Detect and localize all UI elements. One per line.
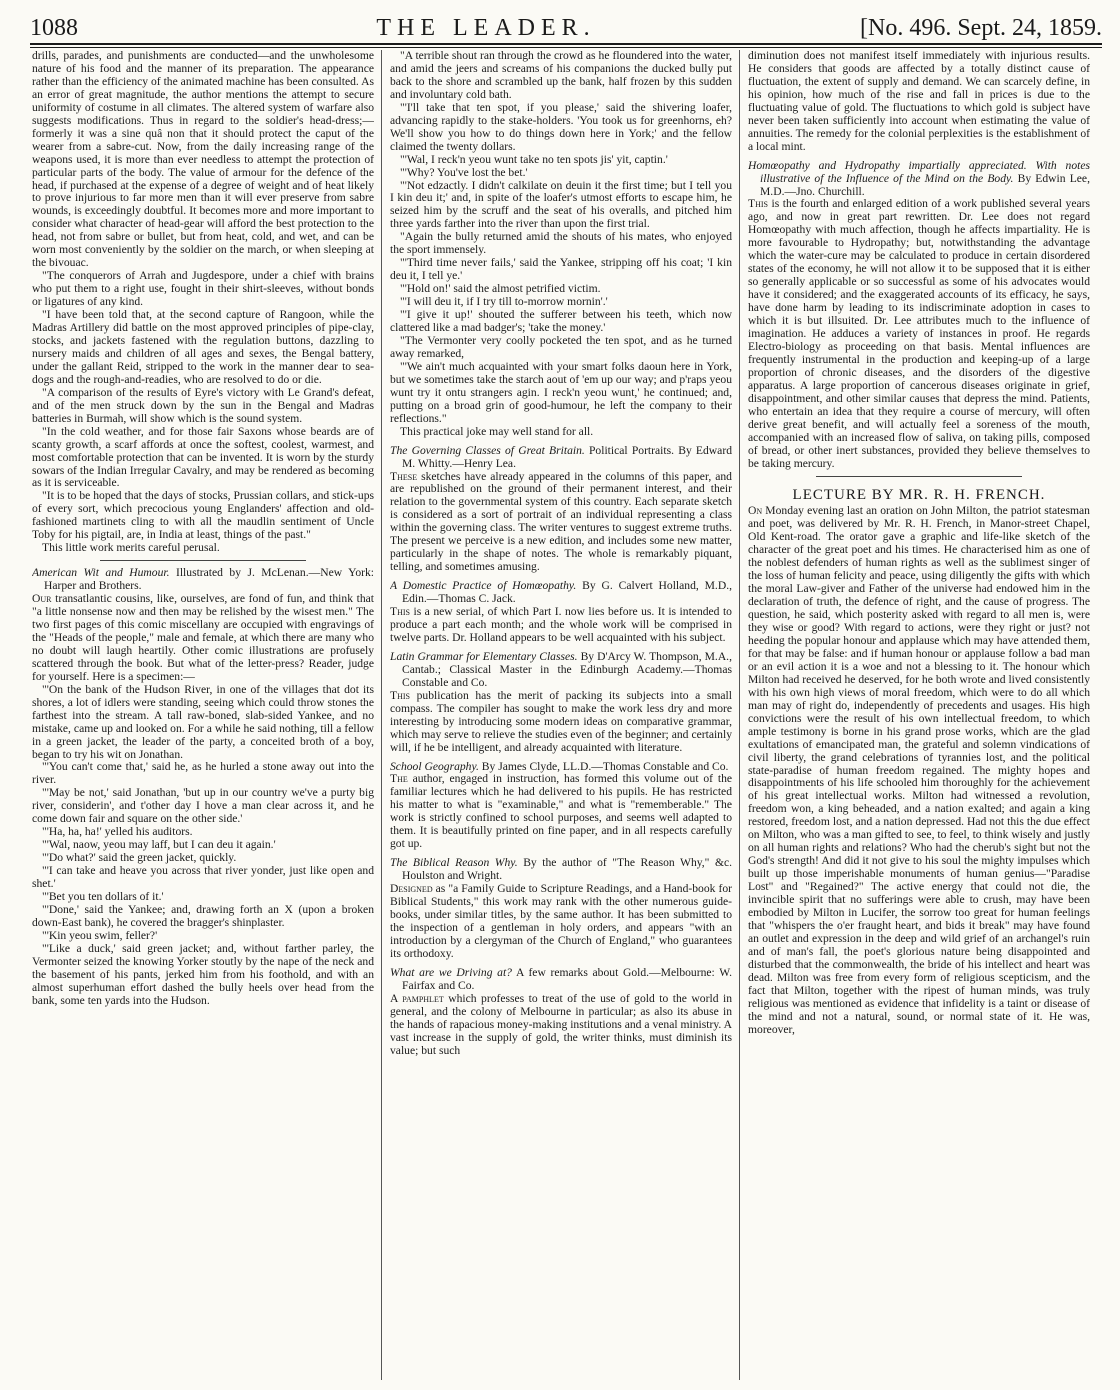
quote-paragraph: "'I'll take that ten spot, if you please,' said the shivering loafer, advancing rapidly to the stake-holders. 'You took us for greenhorns, eh? We'll show you how to do things down here in York;' and the fellow claimed the twenty dollars. (390, 100, 732, 153)
quote-paragraph: "'Done,' said the Yankee; and, drawing forth an X (upon a broken down-East bank), he covered the bragger's shinplaster. (32, 902, 374, 929)
review-body (390, 606, 732, 645)
paragraph: diminution does not manifest itself immediately with injurious results. He considers that goods are affected by a totally distinct cause of fluctuation, the extent of supply and demand. We can scarcely define, in his opinion, how much of the rise and fall in prices is due to the fluctuating value of gold. The fluctuations to which gold is subject have never been taken sufficiently into account when estimating the value of annuities. The remedy for the colonial perplexities is the establishment of a local mint. (748, 50, 1090, 153)
book-title: School Geography. (390, 759, 479, 773)
article-text: Monday evening last an oration on John Milton, the patriot statesman and poet, was delivered by Mr. R. H. French, in Manor-street Chapel, Old Kent-road. The orator gave a graphic and life-like sketch of the character of the great poet and his times. He characterised him as one of the noblest defenders of human rights as well as the sublimest singer of the loss of human felicity and peace, using diligently the gifts with which the moral Law-giver and Father of the universe had endowed him in the declaration of truth, the defence of right, and the cause of progress. The question, he said, which posterity asked with regard to all men is, were they wise or good? With regard to actions, were they right or just? not heeding the popular honour and applause which may have attended them, for that may be false: and if human honour or applause follow a bad man or an evil action it is a woe and not a blessing to it. The honour which Milton had received he deserved, for he both wrote and lived consistently with his own high views of moral freedom, which were to do all which man may of right do, independently of precedents and usages. His high convictions were the result of his own intellectual freedom, to which ample testimony is borne in his grand prose works, which are the glad exultations of emancipated man, the grateful and solemn vindications of civil liberty, the grand celebrations of tyrannies lost, and the political state-paradise of human freedom regained. The mighty hopes and disappointments of his life schooled him thoroughly for the achievement of his great intellectual works. Milton had witnessed a revolution, freedom won, a king beheaded, and a nation exalted; and again a king restored, freedom lost, and a nation depressed. Had not this the due effect on Milton, who was a man gifted to see, to feel, to think wisely and justly on all human rights and relations? Who had the cherub's sight but not the God's strength! And did it not give to his soul the mighty impulses which built up those imperishable monuments of human genius—"Paradise Lost" and "Regained?" The active energy that could not die, the invincible spirit that no sufferings were able to crush, may have been embodied by Milton in Lucifer, the sorrow too great for human feelings that "whispers the o'er fraught heart, and bids it break" may have found an outlet and expression in the deep and wild grief of an archangel's ruin and of man's fall, the poet's glorious nature being disappointed and disturbed that the commonwealth, the bride of his intellect and heart was dead. Milton was free from every form of religious scepticism, and the fact that Milton, together with the ripest of human minds, was truly religious was mentioned as evidence that infidelity is a taint or disease of the mind and not a natural, sound, or normal state of it. He was, moreover, (748, 504, 1090, 1036)
quote-paragraph: "'Third time never fails,' said the Yankee, stripping off his coat; 'I kin deu it, I tell ye.' (390, 256, 732, 283)
review-text: transatlantic cousins, like, ourselves, are fond of fun, and think that "a little nonsense now and then may be relished by the wisest men." The two first pages of this comic miscellany are occupied with engravings of the "Heads of the people," male and female, at which there are many who no doubt will laugh heartily. Other comic illustrations are profusely scattered through the book. But what of the letter-press? Reader, judge for yourself. Here is a specimen:— (32, 592, 374, 683)
quote-paragraph: "Again the bully returned amid the shouts of his mates, who enjoyed the sport immensely. (390, 230, 732, 257)
issue-dateline: [No. 496. Sept. 24, 1859. (860, 15, 1102, 41)
column-3 (748, 50, 1090, 1380)
review-entry (390, 580, 732, 645)
book-title: American Wit and Humour. (32, 566, 170, 580)
quote-paragraph: "'You can't come that,' said he, as he hurled a stone away out into the river. (32, 760, 374, 787)
lead-word: This (748, 197, 768, 211)
column-divider (739, 50, 740, 1380)
book-title: Latin Grammar for Elementary Classes. (390, 649, 578, 663)
quote-paragraph: "It is to be hoped that the days of stocks, Prussian collars, and stick-ups of every sort, which precocious young Englanders' affection and old-fashioned martinets cling to with all the maudlin sentiment of Uncle Toby for his pigtail, are, in India at least, things of the past." (32, 489, 374, 542)
review-entry (390, 967, 732, 1058)
quote-paragraph: "'Wal, naow, yeou may laff, but I can deu it again.' (42, 838, 276, 852)
review-text: is the fourth and enlarged edition of a work published several years ago, and now in great part rewritten. Dr. Lee does not regard Homœopathy with much affection, though he affects impartiality. He is more favourable to Hydropathy; but, notwithstanding the advantage which the water-cure may be calculated to produce in certain disordered states of the economy, he will not allow it to be supposed that it is either so generally applicable or so successful as some of his advocates would have it considered; and the exaggerated accounts of its efficacy, he says, have done harm by leading to its indiscriminate adoption in cases to which it is but illsuited. Dr. Lee attributes much to the influence of imagination. He adduces a variety of instances in proof. He regards Electro-biology as proceeding on that basis. Mental influences are frequently instrumental in the production and keeping-up of a large proportion of chronic diseases, and the disorders of the digestive apparatus. A large proportion of cancerous diseases originate in grief, disappointment, and other similar causes that depress the mind. Patients, who entertain an idea that they require a course of mercury, will often derive great benefit, and will actually feel a soreness of the mouth, accompanied with an increased flow of saliva, on taking pills, composed of bread, or other inert substances, provided they believe themselves to be taking mercury. (748, 197, 1090, 470)
quote-paragraph: "'Wal, I reck'n yeou wunt take no ten spots jis' yit, captin.' (400, 152, 668, 166)
quote-paragraph: "'Hold on!' said the almost petrified victim. (400, 282, 601, 296)
article-body (748, 505, 1090, 1036)
quote-paragraph: "'Like a duck,' said green jacket; and, without farther parley, the Vermonter seized the knowing Yorker stoutly by the nape of the neck and the basement of his pants, jerked him from his foothold, and with an almost superhuman effort dashed the bully heels over head from the bank, some ten yards into the Hudson. (32, 941, 374, 1007)
book-title: A Domestic Practice of Homœopathy. (390, 579, 577, 593)
review-body (390, 773, 732, 851)
review-body (390, 993, 732, 1058)
review-text: is a new serial, of which Part I. now lies before us. It is intended to produce a part each month; and the whole work will be comprised in twelve parts. Dr. Holland appears to be well acquainted with his subject. (390, 605, 732, 644)
book-title: The Biblical Reason Why. (390, 856, 518, 870)
book-title: What are we Driving at? (390, 965, 512, 979)
quote-paragraph: "'I give it up!' shouted the sufferer between his teeth, which now clattered like a mad badger's; 'take the money.' (390, 308, 732, 335)
quote-paragraph: "A comparison of the results of Eyre's victory with Le Grand's defeat, and of the men struck down by the sun in the Bengal and Madras batteries in Burmah, will show which is the sound system. (32, 385, 374, 425)
column-divider (381, 50, 382, 1380)
quote-paragraph: "'Why? You've lost the bet.' (400, 165, 528, 179)
review-body (748, 198, 1090, 470)
lead-word: Our (32, 592, 52, 606)
book-publisher: By the author of "The Reason Why," &c. Houlston and Wright. (402, 856, 732, 883)
book-title: Homœopathy and Hydropathy impartially appreciated. With notes illustrative of the Influence of the Mind on the Body. (748, 158, 1090, 185)
review-citation (32, 567, 374, 593)
lead-word: Designed (390, 882, 433, 896)
review-body (390, 883, 732, 961)
review-citation (390, 580, 732, 606)
section-rule (100, 560, 305, 561)
review-entry (32, 567, 374, 684)
review-text: publication has the merit of packing its subjects into a small compass. The compiler has sought to make the work less dry and more interesting by introducing some modern ideas on comparative grammar, which may serve to relieve the studies even of the beginner; and certainly will, if he be intelligent, and already acquainted with literature. (390, 688, 732, 754)
review-citation (390, 857, 732, 883)
page-number: 1088 (30, 15, 78, 41)
quote-paragraph: "'Do what?' said the green jacket, quickly. (42, 851, 237, 865)
quote-paragraph: "'We ain't much acquainted with your smart folks daoun here in York, but we sometimes take the starch aout of 'em up our way; and p'raps yeou wunt try it ontu strangers agin. I reck'n yeou wunt,' he continued; and, putting on a broad grin of good-humour, he left the company to their reflections." (390, 359, 732, 425)
review-text: as "a Family Guide to Scripture Readings, and a Hand-book for Biblical Students," this work may rank with the other numerous guide-books, under similar titles, by the same author. It has been submitted to the inspection of a gentleman in holy orders, and appears "with an introduction by a clergyman of the Church of England," who guarantees its orthodoxy. (390, 882, 732, 960)
header-rule (30, 43, 1102, 45)
review-citation (390, 651, 732, 690)
review-citation (748, 160, 1090, 199)
review-text: sketches have already appeared in the columns of this paper, and are republished on the ground of their permanent interest, and their relation to the governmental system of this country. Each separate sketch is considered as a sort of portrait of an individual representing a class within the governing class. The writer ventures to suggest extreme truths. The present we perceive is a new edition, and includes some new matter, particularly in the shape of notes. The whole is remarkably piquant, telling, and sometimes amusing. (390, 469, 732, 574)
lead-word: This (390, 605, 410, 619)
quote-paragraph: "I have been told that, at the second capture of Rangoon, while the Madras Artillery did battle on the most approved principles of pipe-clay, stocks, and jackets fastened with the regulation buttons, dazzling to nursery maids and children of all ages and sexes, the Bengal battery, under the gallant Reid, stripped to the work in the manner dear to sea-dogs and the rough-and-readies, who are resolved to do or die. (32, 308, 374, 386)
quote-paragraph: "'Not edzactly. I didn't calkilate on deuin it the first time; but I tell you I kin deu it;' and, in spite of the loafer's utmost efforts to escape him, he seized him by the scruff and the seat of his overalls, and pitched him three yards farther into the river than upon the first trial. (390, 178, 732, 231)
quote-paragraph: "'Bet you ten dollars of it.' (42, 890, 164, 903)
book-publisher: Illustrated by J. McLenan.—New York: Harper and Brothers. (44, 566, 374, 593)
quote-paragraph: "In the cold weather, and for those fair Saxons whose beards are of scanty growth, a scarf affords at once the softest, coolest, warmest, and most comfortable protection that can be invented. It is worn by the sturdy sowars of the Indian Irregular Cavalry, and may be rendered as becoming as it is serviceable. (32, 424, 374, 490)
lead-word: This (390, 688, 410, 702)
quote-paragraph: "'On the bank of the Hudson River, in one of the villages that dot its shores, a lot of idlers were standing, seeing which could throw stones the farthest into the stream. A tall raw-boned, slab-sided Yankee, and no mistake, came up and looked on. For a while he said nothing, till a fellow in a green jacket, the leader of the party, a conceited broth of a boy, began to try his wit on Jonathan. (32, 682, 374, 761)
lead-word: The (390, 772, 408, 786)
newspaper-title: THE LEADER. (376, 15, 596, 41)
review-text: author, engaged in instruction, has formed this volume out of the familiar lectures which he had delivered to his pupils. He has restricted his matter to what is "examinable," and what is "rememberable." The work is strictly confined to school purposes, and seems well adapted to them. It is beautifully printed on fine paper, and in all respects carefully got up. (390, 772, 732, 851)
quote-paragraph: "'Kin yeou swim, feller?' (42, 928, 158, 942)
book-publisher: A few remarks about Gold.—Melbourne: W. Fairfax and Co. (402, 965, 732, 992)
header-rule-thin (30, 47, 1102, 48)
paragraph: This practical joke may well stand for all. (400, 424, 594, 438)
review-entry (748, 160, 1090, 471)
quote-paragraph: "The conquerors of Arrah and Jugdespore, under a chief with brains who put them to a right use, fought in their shirt-sleeves, without bonds or ligatures of any kind. (32, 269, 374, 309)
review-entry (390, 857, 732, 961)
article-heading: LECTURE BY MR. R. H. FRENCH. (792, 486, 1046, 503)
quote-paragraph: "'I will deu it, if I try till to-morrow mornin'.' (400, 295, 608, 309)
quote-paragraph: "A terrible shout ran through the crowd as he floundered into the water, and amid the jeers and screams of his companions the ducked bully put back to the shore and scrambled up the bank, half frozen by this sudden and involuntary cold bath. (390, 50, 732, 101)
paragraph: drills, parades, and punishments are conducted—and the unwholesome nature of his food and the manner of its preparation. The appearance rather than the efficiency of the animated machine has been consulted. As an error of great magnitude, the author mentions the attempt to secure uniformity of costume in all climates. The altered system of warfare also suggests modifications. Thus in regard to the soldier's head-dress;—formerly it was a sine quâ non that it should protect the caput of the wearer from a sabre-cut. Now, from the daily increasing range of the weapons used, it is more than ever needless to attempt the protection of particular parts of the body. The value of armour for the defence of the head, if purchased at the expense of a degree of weight and of heat likely to prove injurious to far more men than it will ever preserve from sabre wounds, is exceedingly doubtful. It becomes more and more important to consider what character of head-gear will afford the best protection to the head, not from sabre or bullet, but from heat, cold, and wet, and can be worn most conveniently by the soldier on the march, or when sleeping at the bivouac. (32, 50, 374, 270)
review-citation (390, 967, 732, 993)
quote-paragraph: "'Ha, ha, ha!' yelled his auditors. (42, 825, 193, 839)
review-entry (390, 761, 732, 852)
masthead (30, 10, 1102, 40)
book-publisher: By James Clyde, LL.D.—Thomas Constable and Co. (481, 759, 729, 773)
column-1 (32, 50, 374, 1380)
quote-paragraph: "'I can take and heave you across that river yonder, just like open and shet.' (32, 864, 374, 891)
book-publisher: By G. Calvert Holland, M.D., Edin.—Thomas C. Jack. (402, 579, 732, 606)
lead-word: On (748, 504, 763, 518)
quote-paragraph: "The Vermonter very coolly pocketed the ten spot, and as he turned away remarked, (390, 333, 732, 360)
paragraph: This little work merits careful perusal. (42, 541, 220, 555)
lead-word: A pamphlet (390, 991, 444, 1005)
review-citation (390, 445, 732, 471)
column-2 (390, 50, 732, 1380)
book-publisher: Political Portraits. By Edward M. Whitty.—Henry Lea. (402, 443, 732, 470)
review-entry (390, 651, 732, 755)
quote-paragraph: "'May be not,' said Jonathan, 'but up in our country we've a purty big river, considerin', and t'other day I hove a man clear across it, and he come down fair and square on the other side.' (32, 786, 374, 826)
review-entry (390, 445, 732, 575)
review-body (390, 690, 732, 755)
section-rule (816, 476, 1021, 477)
book-publisher: By Edwin Lee, M.D.—Jno. Churchill. (760, 171, 1090, 198)
book-publisher: By D'Arcy W. Thompson, M.A., Cantab.; Classical Master in the Edinburgh Academy.—Thomas Constable and Co. (402, 649, 732, 689)
book-title: The Governing Classes of Great Britain. (390, 443, 585, 457)
review-body (32, 593, 374, 684)
review-body (390, 471, 732, 575)
review-text: which professes to treat of the use of gold to the world in general, and the colony of Melbourne in particular; as also its abuse in the hands of rapacious money-making institutions and a venal ministry. A vast increase in the supply of gold, the writer thinks, must diminish its value; but such (390, 991, 732, 1057)
lead-word: These (390, 469, 418, 483)
